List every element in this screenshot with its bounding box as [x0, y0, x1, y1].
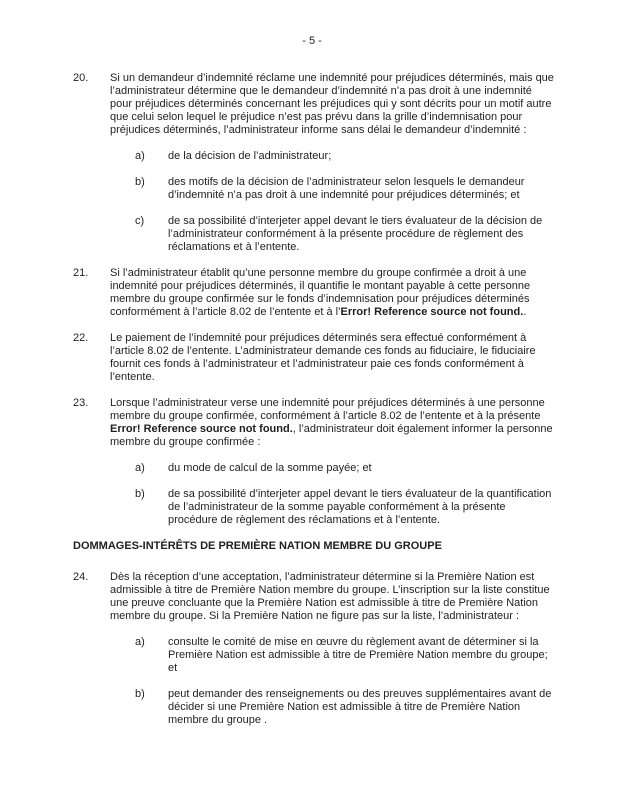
numbered-paragraph — [73, 267, 555, 319]
sub-item-text — [168, 150, 555, 163]
sub-item-text — [168, 176, 555, 202]
numbered-paragraph — [73, 397, 555, 527]
sub-item-letter: a) — [135, 462, 145, 474]
sub-item — [73, 688, 555, 727]
text-run: Le paiement de l’indemnité pour préjudices déterminés sera effectué conformément à l’article 8.02 de l’entente. L’administrateur demande ces fonds au fiduciaire, le fiduciaire fournit ces fonds à l’administrateur et l’administrateur paie ces fonds conformément à l’entente. — [110, 332, 536, 383]
sub-item-letter: c) — [135, 215, 145, 227]
paragraph-number: 22. — [73, 332, 89, 344]
numbered-paragraph — [73, 571, 555, 727]
bold-text-run: Error! Reference source not found. — [110, 423, 293, 435]
paragraph-row — [73, 397, 555, 449]
document-body — [73, 72, 555, 740]
text-run: du mode de calcul de la somme payée; et — [168, 462, 372, 474]
sub-item-text — [168, 215, 555, 254]
paragraph-row — [73, 332, 555, 384]
paragraph-text — [110, 397, 555, 449]
sub-item-list — [73, 462, 555, 527]
sub-item — [73, 636, 555, 675]
sub-item-letter: a) — [135, 150, 145, 162]
paragraph-text — [110, 571, 555, 623]
text-run: Lorsque l’administrateur verse une indemnité pour préjudices déterminés à une personne membre du groupe confirmée, conformément à l’article 8.02 de l’entente et à la présente — [110, 397, 545, 422]
paragraph-text — [110, 72, 555, 137]
sub-item-text — [168, 488, 555, 527]
text-run: Dès la réception d’une acceptation, l’administrateur détermine si la Première Nation est admissible à titre de Première Nation membre du groupe. L’inscription sur la liste constitue une preuve concluante que la Première Nation est admissible à titre de Première Nation membre du groupe. Si la Première Nation ne figure pas sur la liste, l’administrateur : — [110, 571, 550, 622]
sub-item — [73, 150, 555, 163]
text-run: Si l’administrateur établit qu’une personne membre du groupe confirmée a droit à une indemnité pour préjudices déterminés, il quantifie le montant payable à cette personne membre du groupe confirmée sur le fonds d’indemnisation pour préjudices déterminés conformément à l’article 8.02 de l’entente et à l’ — [110, 267, 531, 318]
sub-item — [73, 488, 555, 527]
sub-item — [73, 176, 555, 202]
sub-item-text — [168, 636, 555, 675]
numbered-paragraph — [73, 72, 555, 254]
sub-item-list — [73, 150, 555, 254]
sub-item-letter: a) — [135, 636, 145, 648]
text-run: Si un demandeur d’indemnité réclame une indemnité pour préjudices déterminés, mais que l’administrateur détermine que le demandeur d’indemnité n’a pas droit à une indemnité pour préjudices déterminés concernant les préjudices qui y sont décrits pour un motif autre que celui selon lequel le préjudice n’est pas prévu dans la grille d’indemnisation pour préjudices déterminés, l’administrateur informe sans délai le demandeur d’indemnité : — [110, 72, 554, 136]
sub-item-text — [168, 688, 555, 727]
text-run: de sa possibilité d’interjeter appel devant le tiers évaluateur de la quantification de l’administrateur de la somme payable conformément à la présente procédure de règlement des réclamations et à l’entente. — [168, 488, 552, 526]
sub-item-letter: b) — [135, 688, 145, 700]
sub-item-text — [168, 462, 555, 475]
paragraph-row — [73, 571, 555, 623]
text-run: de sa possibilité d’interjeter appel devant le tiers évaluateur de la décision de l’administrateur conformément à la présente procédure de règlement des réclamations et à l’entente. — [168, 215, 543, 253]
text-run: des motifs de la décision de l’administrateur selon lesquels le demandeur d’indemnité n’a pas droit à une indemnité pour préjudices déterminés; et — [168, 176, 525, 201]
paragraph-number: 20. — [73, 72, 89, 84]
sub-item — [73, 462, 555, 475]
numbered-paragraph — [73, 332, 555, 384]
paragraph-text — [110, 332, 555, 384]
paragraph-text — [110, 267, 555, 319]
paragraph-number: 23. — [73, 397, 89, 409]
text-run: peut demander des renseignements ou des preuves supplémentaires avant de décider si une Première Nation est admissible à titre de Première Nation membre du groupe . — [168, 688, 552, 726]
sub-item — [73, 215, 555, 254]
paragraph-number: 21. — [73, 267, 89, 279]
paragraph-number: 24. — [73, 571, 89, 583]
text-run: , l’administrateur doit également informer la personne membre du groupe confirmée : — [110, 423, 553, 448]
text-run: de la décision de l’administrateur; — [168, 150, 332, 162]
sub-item-letter: b) — [135, 176, 145, 188]
sub-item-letter: b) — [135, 488, 145, 500]
text-run: . — [523, 306, 527, 318]
section-heading: DOMMAGES-INTÉRÊTS DE PREMIÈRE NATION MEMBRE DU GROUPE — [73, 540, 442, 552]
text-run: consulte le comité de mise en œuvre du règlement avant de déterminer si la Première Nation est admissible à titre de Première Nation membre du groupe; et — [168, 636, 548, 674]
sub-item-list — [73, 636, 555, 727]
paragraph-row — [73, 72, 555, 137]
bold-text-run: Error! Reference source not found. — [340, 306, 524, 318]
paragraph-row — [73, 267, 555, 319]
page-number: - 5 - — [302, 35, 322, 47]
